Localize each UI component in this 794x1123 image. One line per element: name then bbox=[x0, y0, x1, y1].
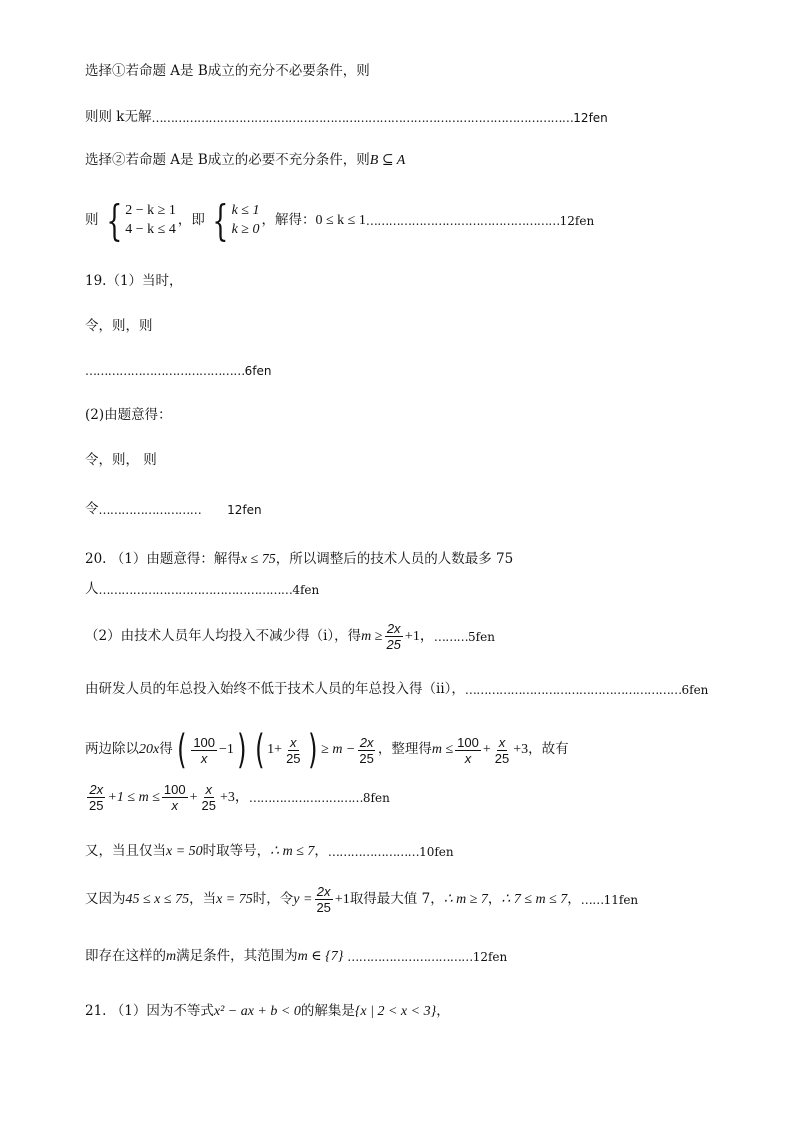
fraction bbox=[284, 736, 302, 765]
score-label: 12fen bbox=[227, 502, 262, 517]
choice-1-text: 选择①若命题 A是 B成立的充分不必要条件，则 bbox=[85, 63, 370, 79]
text-line-1 bbox=[85, 65, 370, 79]
divide-text: 两边除以 bbox=[85, 741, 139, 758]
comma: ， bbox=[314, 843, 328, 860]
person-text: 人 bbox=[85, 581, 99, 597]
text-line-13 bbox=[85, 622, 495, 651]
range-text: 满足条件，其范围为 bbox=[176, 948, 298, 965]
part-2-heading: (2)由题意得： bbox=[85, 407, 172, 423]
fraction-numerator: x bbox=[498, 734, 506, 750]
divisor-expression: 20x bbox=[139, 742, 160, 757]
comma: ， bbox=[436, 1003, 450, 1020]
fraction-denominator: 25 bbox=[316, 900, 331, 915]
score-label: 4fen bbox=[292, 582, 320, 597]
leader-dots: …… bbox=[580, 892, 604, 907]
fraction-numerator: 2x bbox=[316, 884, 331, 899]
text-line-18 bbox=[85, 885, 638, 914]
fraction-numerator: 100 bbox=[457, 734, 479, 750]
m-set: m ∈ {7} bbox=[297, 949, 344, 964]
text-line-2 bbox=[85, 111, 608, 125]
inequality-system-2 bbox=[207, 196, 260, 245]
ge-m-minus: ≥ m − bbox=[321, 742, 356, 757]
leader-dots: …………………… bbox=[327, 845, 420, 859]
let-text: 时，令 bbox=[252, 890, 294, 907]
inequality-system-1 bbox=[101, 196, 176, 245]
fraction bbox=[162, 783, 188, 812]
quadratic-inequality: x² − ax + b < 0 bbox=[213, 1004, 301, 1019]
fraction bbox=[191, 736, 217, 765]
fraction bbox=[87, 783, 105, 812]
text-line-14 bbox=[85, 683, 708, 697]
fraction-numerator: 2x bbox=[359, 734, 374, 750]
let-then-text: 令，则，则 bbox=[85, 318, 153, 334]
right-paren-icon: ) bbox=[237, 727, 247, 773]
text-line-3 bbox=[85, 154, 405, 168]
plus-one: +1 bbox=[334, 891, 350, 907]
paren-group-2 bbox=[252, 727, 321, 773]
plus-three: +3 bbox=[513, 742, 529, 757]
score-label: 6fen bbox=[244, 364, 272, 378]
text-line-4 bbox=[85, 196, 595, 245]
fraction-numerator: 100 bbox=[163, 782, 186, 797]
therefore-m-ge: ∴ m ≥ 7 bbox=[443, 891, 488, 907]
text-line-17 bbox=[85, 845, 454, 859]
simplify-text: ，整理得 bbox=[377, 741, 432, 758]
comma: ， bbox=[567, 890, 581, 907]
question-20-text: 20. （1）由题意得：解得 bbox=[85, 551, 241, 568]
left-paren-icon: ( bbox=[254, 727, 265, 773]
text-line-6 bbox=[85, 320, 153, 334]
leader-dots: ………………………… bbox=[248, 790, 363, 805]
text-line-8 bbox=[85, 409, 172, 423]
fraction bbox=[384, 622, 402, 651]
solution-set-text: 的解集是 bbox=[300, 1003, 355, 1020]
question-19-heading: 19.（1）当时， bbox=[85, 273, 183, 289]
fraction-denominator: 25 bbox=[494, 750, 510, 766]
x-equals: x = 50 bbox=[166, 844, 203, 859]
score-label: 10fen bbox=[419, 845, 454, 859]
system-2-row-1: k ≤ 1 bbox=[231, 203, 260, 219]
range-middle: +1 ≤ m ≤ bbox=[107, 789, 160, 805]
solve-text: ，解得： bbox=[261, 212, 316, 229]
investment-text: 由研发人员的年总投入始终不低于技术人员的年总投入得（ⅱ）， bbox=[85, 681, 465, 697]
solution-range: 0 ≤ k ≤ 1 bbox=[315, 213, 366, 228]
score-label: 5fen bbox=[468, 629, 495, 644]
fraction bbox=[493, 736, 511, 765]
fraction bbox=[314, 885, 332, 914]
solution-set: {x | 2 < x < 3} bbox=[354, 1004, 437, 1019]
score-label: 12fen bbox=[559, 214, 595, 228]
system-1-row-1: 2 − k ≥ 1 bbox=[125, 203, 176, 219]
fraction-denominator: 25 bbox=[286, 750, 301, 766]
text-line-7 bbox=[85, 365, 271, 377]
leader-dots: …………………………………………… bbox=[365, 214, 560, 228]
max-value-text: 取得最大值 7， bbox=[349, 890, 444, 907]
therefore-text: ，故有 bbox=[528, 741, 569, 758]
exists-text: 即存在这样的 bbox=[85, 948, 166, 965]
leader-dots: …………………………………………… bbox=[98, 582, 293, 597]
question-20-text-cont: ，所以调整后的技术人员的人数最多 75 bbox=[275, 551, 514, 568]
leader-dots: …………………………… bbox=[347, 950, 473, 964]
fraction-denominator: 25 bbox=[89, 798, 104, 813]
score-label: 6fen bbox=[681, 682, 709, 697]
let-then-text: 令，则， 则 bbox=[85, 452, 157, 468]
equality-text: 又，当且仅当 bbox=[85, 843, 166, 860]
get-text: 得 bbox=[159, 741, 173, 758]
leader-dots: ………………………………………………… bbox=[464, 682, 682, 697]
text-line-11 bbox=[85, 553, 513, 567]
then-text: 则 bbox=[85, 212, 99, 229]
leader-dots: ………………………………………………………………………………………………… bbox=[151, 110, 574, 125]
left-brace-icon: { bbox=[105, 196, 122, 245]
leader-dots: …………………………………… bbox=[85, 364, 245, 378]
m-variable: m bbox=[166, 949, 177, 964]
score-label: 11fen bbox=[603, 892, 639, 907]
fraction-numerator: x bbox=[205, 782, 212, 797]
fraction bbox=[455, 736, 481, 765]
part-2-text: （2）由技术人员年人均投入不减少得（ⅰ），得 bbox=[85, 627, 362, 644]
because-text: 又因为 bbox=[85, 890, 126, 907]
plus-sign: + bbox=[189, 789, 198, 805]
fraction-denominator: 25 bbox=[359, 750, 374, 766]
plus-three: +3， bbox=[219, 789, 249, 805]
text-line-20 bbox=[85, 1005, 450, 1019]
fraction-denominator: x bbox=[171, 798, 178, 813]
comma: ， bbox=[487, 890, 502, 907]
fraction-denominator: x bbox=[200, 750, 208, 766]
minus-one: −1 bbox=[219, 742, 234, 757]
fraction-numerator: 100 bbox=[193, 734, 216, 750]
let-text: 令 bbox=[85, 501, 99, 517]
x-equals: x = 75 bbox=[216, 891, 253, 907]
when-text: ，当 bbox=[189, 890, 217, 907]
text-line-15 bbox=[85, 727, 569, 773]
fraction-numerator: x bbox=[290, 734, 297, 750]
text-line-16 bbox=[85, 783, 390, 812]
one-plus: 1+ bbox=[267, 742, 283, 757]
text-line-12 bbox=[85, 583, 319, 597]
fraction bbox=[200, 783, 218, 812]
paren-group-1 bbox=[174, 727, 250, 773]
fraction-denominator: x bbox=[464, 750, 472, 766]
no-solution-text: 则则 k无解 bbox=[85, 109, 152, 125]
plus-one: +1， bbox=[404, 628, 434, 644]
namely-text: ，即 bbox=[177, 212, 205, 229]
fraction-denominator: 25 bbox=[201, 798, 216, 813]
system-2-row-2: k ≥ 0 bbox=[231, 222, 260, 237]
text-line-19 bbox=[85, 950, 507, 964]
text-line-5 bbox=[85, 275, 183, 289]
therefore-range: ∴ 7 ≤ m ≤ 7 bbox=[501, 891, 568, 907]
fraction-denominator: 25 bbox=[386, 637, 401, 652]
question-21-text: 21. （1）因为不等式 bbox=[85, 1003, 214, 1020]
left-brace-icon: { bbox=[212, 196, 229, 245]
left-paren-icon: ( bbox=[176, 727, 187, 773]
equality-text-cont: 时取等号， bbox=[202, 843, 271, 860]
fraction-numerator: 2x bbox=[89, 782, 104, 797]
choice-2-text: 选择②若命题 A是 B成立的必要不充分条件，则 bbox=[85, 152, 370, 169]
x-range: 45 ≤ x ≤ 75 bbox=[125, 891, 190, 907]
m-le: m ≤ bbox=[431, 742, 454, 757]
score-label: 8fen bbox=[362, 790, 390, 805]
leader-dots: ……… bbox=[433, 629, 469, 644]
score-label: 12fen bbox=[472, 950, 508, 964]
m-inequality: m ≥ bbox=[361, 628, 383, 644]
inequality-expression: x ≤ 75 bbox=[240, 552, 276, 567]
system-1-row-2: 4 − k ≤ 4 bbox=[125, 222, 176, 237]
fraction-numerator: 2x bbox=[386, 621, 401, 636]
subset-expression: B ⊆ A bbox=[369, 153, 406, 168]
right-paren-icon: ) bbox=[307, 727, 318, 773]
text-line-10 bbox=[85, 503, 262, 517]
therefore-m-le: ∴ m ≤ 7 bbox=[270, 844, 315, 859]
leader-dots: ……………………… bbox=[98, 502, 202, 517]
plus-sign: + bbox=[482, 742, 491, 757]
text-line-9 bbox=[85, 454, 157, 468]
y-equals: y = bbox=[293, 891, 313, 907]
fraction bbox=[357, 736, 375, 765]
score-label: 12fen bbox=[573, 110, 608, 125]
